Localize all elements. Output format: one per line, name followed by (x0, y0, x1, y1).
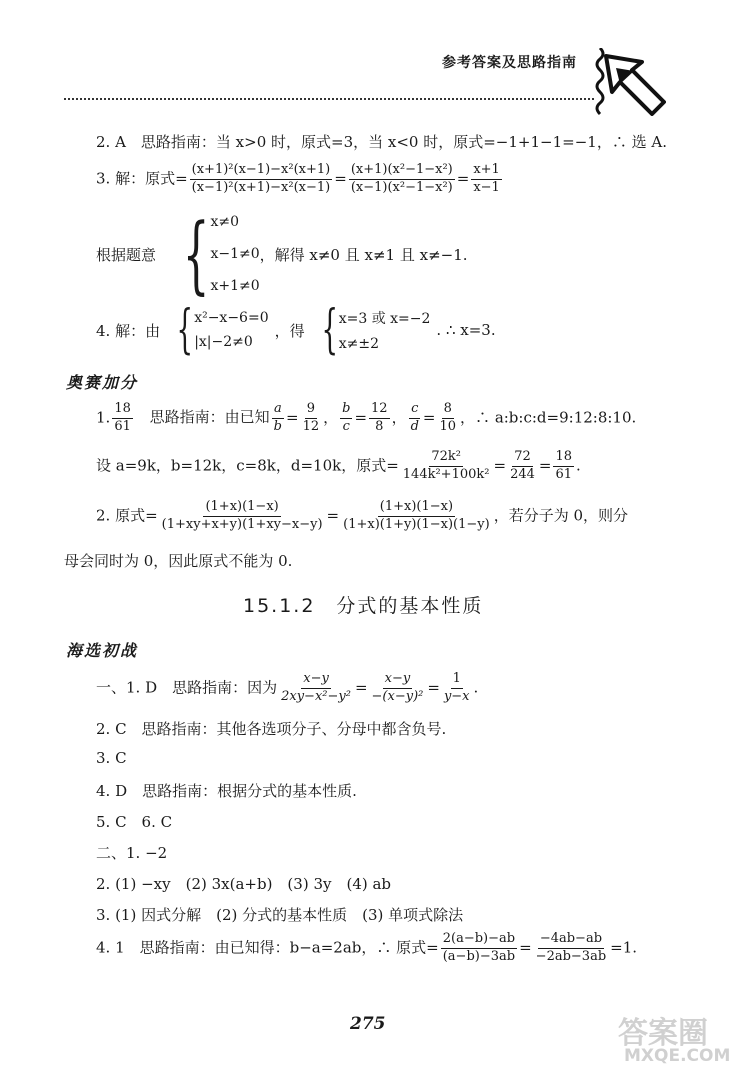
practice-5: 5. C 6. C (96, 813, 173, 831)
brace-icon: { (182, 205, 210, 303)
brace-icon: { (321, 300, 338, 360)
fill-1: 二、1. −2 (96, 844, 168, 862)
section-practice: 海选初战 (66, 641, 139, 660)
practice-1: 一、1. D 思路指南：因为 $\frac{x-y}{\text{2xy−x²−y²}}$ = $\frac{x-y}{\text{−(x−y)²}}$ = $\frac{1}{y-x}$ . (96, 671, 479, 704)
fill-2: 2. (1) −xy (2) 3x(a+b) (3) 3y (4) ab (96, 875, 392, 893)
answer-3-system: 根据题意 { x≠0 x−1≠0 x+1≠0 ，解得 x≠0 且 x≠1 且 x≠−1. (96, 205, 468, 303)
fill-3: 3. (1) 因式分解 (2) 分式的基本性质 (3) 单项式除法 (96, 906, 464, 924)
watermark-url: MXQE.COM (624, 1046, 731, 1066)
olympiad-1b: 设 a=9k，b=12k，c=8k，d=10k，原式= $\frac{\text{72k²}}{\text{144k²+100k²}}$ = $\frac{72}{244}$ = $\frac{18}{61}$ . (96, 449, 581, 482)
lesson-heading: 15.1.2 分式的基本性质 (243, 595, 484, 617)
brace-icon: { (176, 300, 194, 360)
page-number: 275 (350, 1014, 386, 1034)
arrow-icon (604, 54, 666, 116)
olympiad-1: 1. $\frac{18}{61}$ 思路指南：由已知 $\frac{a}{b}$ = $\frac{9}{12}$ ， $\frac{b}{c}$ = $\frac{12}{8}$ ， $\frac{c}{d}$ = $\frac{8}{10}$ ，∴ a:b:c:d=9:12:8:10. (96, 401, 637, 434)
practice-2: 2. C 思路指南：其他各选项分子、分母中都含负号. (96, 720, 447, 738)
fraction: $\frac{\text{(x+1)(x²−1−x²)}}{\text{(x−1)(x²−1−x²)}}$ (350, 162, 453, 195)
system-prefix: 根据题意 (96, 245, 157, 264)
olympiad-2: 2. 原式= $\frac{(1+x)(1-x)}{(1+xy+x+y)(1+xy-x-y)}$ = $\frac{(1+x)(1-x)}{(1+x)(1+y)(1-x)(1-y)}$ ，若分子为 0，则分 (96, 499, 629, 532)
fraction: $\frac{\text{(x+1)²(x−1)−x²(x+1)}}{\text{(x−1)²(x+1)−x²(x−1)}}$ (191, 162, 331, 195)
header-divider (64, 98, 594, 100)
practice-3: 3. C (96, 749, 127, 767)
practice-4: 4. D 思路指南：根据分式的基本性质. (96, 782, 357, 800)
answer-2a: 2. A 思路指南：当 x>0 时，原式=3，当 x<0 时，原式=−1+1−1=−1，∴ 选 A. (96, 133, 667, 151)
fraction: $\frac{x+1}{x-1}$ (473, 162, 500, 195)
fill-4: 4. 1 思路指南：由已知得：b−a=2ab，∴ 原式= $\frac{2(a-b)-ab}{(a-b)-3ab}$ = $\frac{-4ab-ab}{-2ab-3ab}$ =1. (96, 931, 638, 964)
system-suffix: ，解得 x≠0 且 x≠1 且 x≠−1. (259, 245, 468, 264)
answer-3: 3. 解：原式= $\frac{\text{(x+1)²(x−1)−x²(x+1)}}{\text{(x−1)²(x+1)−x²(x−1)}}$ = $\frac{\text{(x+1)(x²−1−x²)}}{\text{(x−1)(x²−1−x²)}}$ = $\frac{x+1}{x-1}$ (96, 162, 500, 195)
answer-3-prefix: 3. 解：原式= (96, 169, 188, 188)
section-olympiad: 奥赛加分 (66, 373, 139, 392)
header-title: 参考答案及思路指南 (442, 55, 577, 71)
olympiad-2b: 母会同时为 0，因此原式不能为 0. (64, 552, 293, 570)
watermark-logo: 答案圈 (618, 1016, 708, 1051)
answer-4: 4. 解：由 { x²−x−6=0 |x|−2≠0 ，得 { x=3 或 x=−2 x≠±2 . ∴ x=3. (96, 300, 496, 360)
